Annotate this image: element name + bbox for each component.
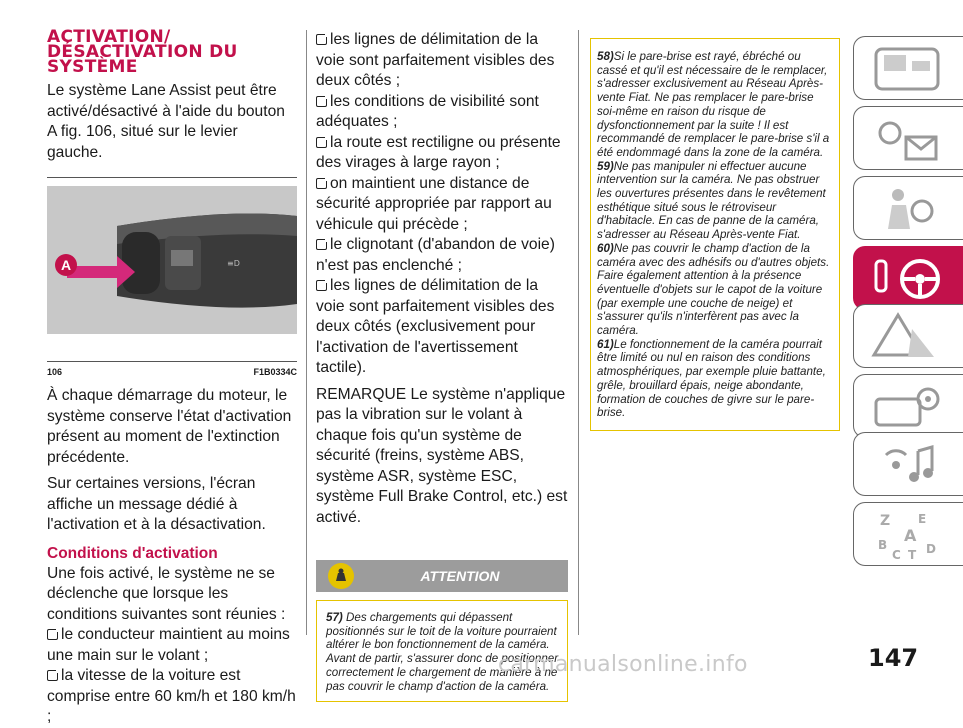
bullet-icon (316, 34, 327, 45)
tab-emergency[interactable] (853, 304, 963, 368)
note-item: 59)Ne pas manipuler ni effectuer aucune intervention sur la caméra. Ne pas obstruer les ouvertures présentes dans le revêtement esthétique situé sous le rétroviseur d'habitacle. En cas de panne de la caméra, s'adresser au Réseau Après-vente Fiat. (597, 159, 826, 242)
subheading: Conditions d'activation (47, 544, 218, 562)
title-line: DÉSACTIVATION DU (47, 42, 238, 62)
car-dashboard-icon (862, 41, 952, 97)
tab-safety[interactable] (853, 176, 963, 240)
remark-paragraph: REMARQUE Le système n'applique pas la vibration sur le volant à chaque fois qu'un système de sécurité (freins, système ABS, système ASR, système ESC, système Full Brake Control, etc.) est activé. (316, 385, 568, 526)
tab-maintenance[interactable] (853, 374, 963, 438)
tab-index[interactable] (853, 502, 963, 566)
steering-wheel-key-icon (862, 251, 952, 307)
bullet-icon (316, 280, 327, 291)
figure-code: F1B0334C (253, 367, 297, 377)
svg-text:T: T (908, 548, 917, 562)
bullet-item: la vitesse de la voiture est comprise entre 60 km/h et 180 km/h ; (47, 667, 296, 725)
title-line: ACTIVATION/ (47, 27, 171, 47)
column-right (590, 38, 840, 431)
tab-warning-lights[interactable] (853, 106, 963, 170)
section-title (47, 27, 297, 77)
column-left (47, 27, 297, 728)
svg-text:E: E (918, 512, 927, 526)
bullet-item: on maintient une distance de sécurité appropriée par rapport au véhicule qui précède ; (316, 174, 552, 233)
airbag-safety-icon (862, 181, 952, 237)
stalk-illustration (47, 186, 297, 334)
figure-106 (47, 177, 297, 377)
callout-a: A (55, 254, 77, 276)
bullet-icon (47, 629, 58, 640)
bullet-item: les lignes de délimitation de la voie sont parfaitement visibles des deux côtés ; (316, 31, 555, 89)
index-letters-icon (862, 507, 952, 563)
note-item: 58)Si le pare-brise est rayé, ébréché ou cassé et qu'il est nécessaire de le remplacer, s'adresser exclusivement au Réseau Après-vente Fiat. Ne pas remplacer le pare-brise soi-même en raison du risque de dysfonctionnement par la suite ! Il est recommandé de remplacer le pare-brise s'il a été endommagé dans la zone de la caméra. (597, 50, 830, 159)
maintenance-gears-icon (862, 379, 952, 435)
bullet-icon (47, 670, 58, 681)
svg-text:A: A (904, 526, 917, 545)
svg-text:B: B (878, 538, 888, 552)
attention-label: ATTENTION (420, 568, 500, 584)
attention-header (316, 560, 568, 592)
column-middle (316, 30, 568, 702)
bullet-item: le clignotant (d'abandon de voie) n'est pas enclenché ; (316, 236, 555, 274)
note-number: 57) (326, 611, 343, 624)
warning-notes-box (590, 38, 840, 431)
svg-text:Z: Z (880, 513, 891, 529)
emergency-triangle-icon (862, 309, 952, 365)
note-item: 61)Le fonctionnement de la caméra pourrait être limité ou nul en raison des conditions atmosphériques, par exemple pluie battante, grêle, brouillard épais, neige abondante, formation de couches de givre sur le pare-brise. (597, 337, 826, 420)
bullet-icon (316, 137, 327, 148)
tab-multimedia[interactable] (853, 432, 963, 496)
note-item: 60)Ne pas couvrir le champ d'action de la caméra avec des adhésifs ou d'autres objets. Faire également attention à la présence éventuelle d'objets sur le capot de la voiture (par exemple une couche de neige) et s'assurer qu'ils n'interfèrent pas avec la caméra. (597, 241, 830, 338)
svg-text:C: C (892, 548, 901, 562)
svg-text:≡D: ≡D (227, 259, 240, 268)
bullet-item: les conditions de visibilité sont adéquates ; (316, 92, 539, 130)
bullet-item: la route est rectiligne ou présente des virages à large rayon ; (316, 133, 561, 171)
bullet-item: les lignes de délimitation de la voie sont parfaitement visibles des deux côtés (exclusivement pour l'activation de l'avertissement tactile). (316, 277, 555, 376)
paragraph: Sur certaines versions, l'écran affiche un message dédié à l'activation et à la désactivation. (47, 475, 266, 533)
column-divider (306, 30, 307, 635)
page-number: 147 (868, 644, 919, 672)
figure-number: 106 (47, 367, 63, 377)
watermark: carmanualsonline.info (498, 652, 748, 677)
bullet-icon (316, 178, 327, 189)
bullet-icon (316, 96, 327, 107)
bullet-item: le conducteur maintient au moins une main sur le volant ; (47, 626, 290, 664)
bullet-icon (316, 239, 327, 250)
svg-text:D: D (926, 542, 936, 556)
multimedia-icon (862, 437, 952, 493)
title-line: SYSTÈME (47, 57, 138, 77)
intro-paragraph: Le système Lane Assist peut être activé/désactivé à l'aide du bouton A fig. 106, situé sur le levier gauche. (47, 82, 285, 161)
warning-lights-icon (862, 111, 952, 167)
column-divider (578, 30, 579, 635)
tab-starting-driving[interactable] (853, 246, 963, 310)
paragraph: À chaque démarrage du moteur, le système conserve l'état d'activation présent au moment de l'extinction précédente. (47, 387, 292, 466)
paragraph: Une fois activé, le système ne se déclenche que lorsque les conditions suivantes sont réunies : (47, 564, 286, 623)
note-text: Des chargements qui dépassent positionnés sur le toit de la voiture pourraient altérer le bon fonctionnement de la caméra. Avant de partir, s'assurer donc de positionner correctement le chargement de manière à ne pas couvrir le champ d'action de la caméra. (326, 611, 559, 693)
tab-dashboard[interactable] (853, 36, 963, 100)
